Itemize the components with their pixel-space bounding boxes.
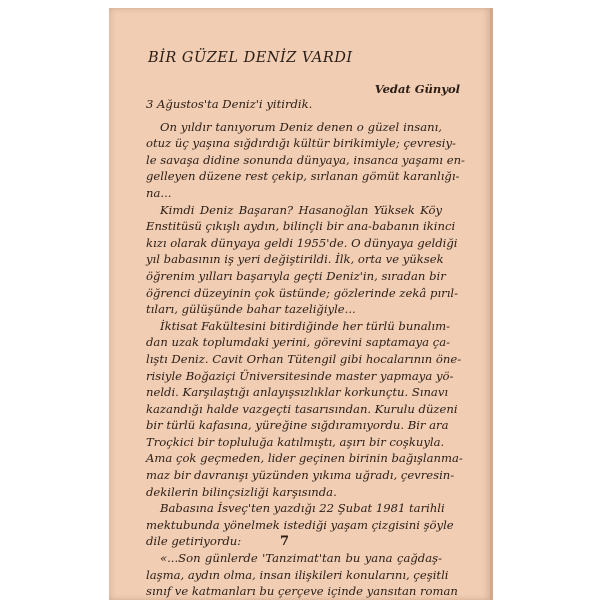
text-line: İktisat Fakültesini bitirdiğinde her türlü bunalım- <box>160 318 450 333</box>
text-line: le savaşa didine sonunda dünyaya, insanca yaşamı en- <box>146 152 465 167</box>
text-line: On yıldır tanıyorum Deniz denen o güzel insanı, <box>160 119 442 134</box>
text-line: Enstitüsü çıkışlı aydın, bilinçli bir ana-babanın ikinci <box>146 219 456 234</box>
page-edge <box>490 8 493 600</box>
page-number: 7 <box>280 534 290 549</box>
author-name: Vedat Günyol <box>374 82 460 96</box>
text-line: Ama çok geçmeden, lider geçinen birinin bağışlanma- <box>146 451 463 466</box>
text-line: neldi. Karşılaştığı anlayışsızlıklar korkunçtu. Sınavı <box>146 385 449 400</box>
text-line: gelleyen düzene rest çekip, sırlanan gömüt karanlığı- <box>146 169 460 184</box>
text-line: kazandığı halde vazgeçti tasarısından. Kurulu düzeni <box>146 401 458 416</box>
text-line: öğrenci düzeyinin çok üstünde; gözlerinde zekâ pırıl- <box>146 285 459 300</box>
text-line: dan uzak toplumdaki yerini, görevini saptamaya ça- <box>146 335 451 350</box>
text-line: Troçkici bir topluluğa katılmıştı, aşırı bir coşkuyla. <box>146 434 445 449</box>
text-line: risiyle Boğaziçi Üniversitesinde master yapmaya yö- <box>146 368 454 383</box>
text-line: bir türlü kafasına, yüreğine sığdıramıyordu. Bir ara <box>146 418 449 433</box>
text-line: maz bir davranışı yüzünden yıkıma uğradı, çevresin- <box>146 468 455 483</box>
text-line: öğrenim yılları başarıyla geçti Deniz'in, sıradan bir <box>146 268 446 283</box>
text-line: mektubunda yönelmek istediği yaşam çizgisini şöyle <box>146 517 454 532</box>
text-line: kızı olarak dünyaya geldi 1955'de. O dünyaya geldiği <box>146 235 458 250</box>
text-line: yıl babasının iş yeri değiştirildi. İlk, orta ve yüksek <box>146 252 444 267</box>
text-line: lıştı Deniz. Cavit Orhan Tütengil gibi hocalarının öne- <box>146 351 462 366</box>
text-line: 3 Ağustos'ta Deniz'i yitirdik. <box>146 97 313 111</box>
text-line: laşma, aydın olma, insan ilişkileri konularını, çeşitli <box>146 567 449 582</box>
text-line: na... <box>146 185 172 200</box>
text-line: sınıf ve katmanları bu çerçeve içinde yansıtan roman <box>146 584 458 599</box>
text-line: «...Son günlerde 'Tanzimat'tan bu yana çağdaş- <box>160 551 442 566</box>
text-line: otuz üç yaşına sığdırdığı kültür birikimiyle; çevresiy- <box>146 136 456 151</box>
text-line: Kimdi Deniz Başaran? Hasanoğlan Yüksek Köy <box>160 202 442 217</box>
article-title: BİR GÜZEL DENİZ VARDI <box>148 50 353 66</box>
text-line: tıları, gülüşünde bahar tazeliğiyle... <box>146 302 356 317</box>
text-line: Babasına İsveç'ten yazdığı 22 Şubat 1981 tarihli <box>160 501 445 516</box>
article-body <box>146 96 465 600</box>
text-line: dekilerin bilinçsizliği karşısında. <box>146 484 337 499</box>
text-line: dile getiriyordu: <box>146 534 242 549</box>
